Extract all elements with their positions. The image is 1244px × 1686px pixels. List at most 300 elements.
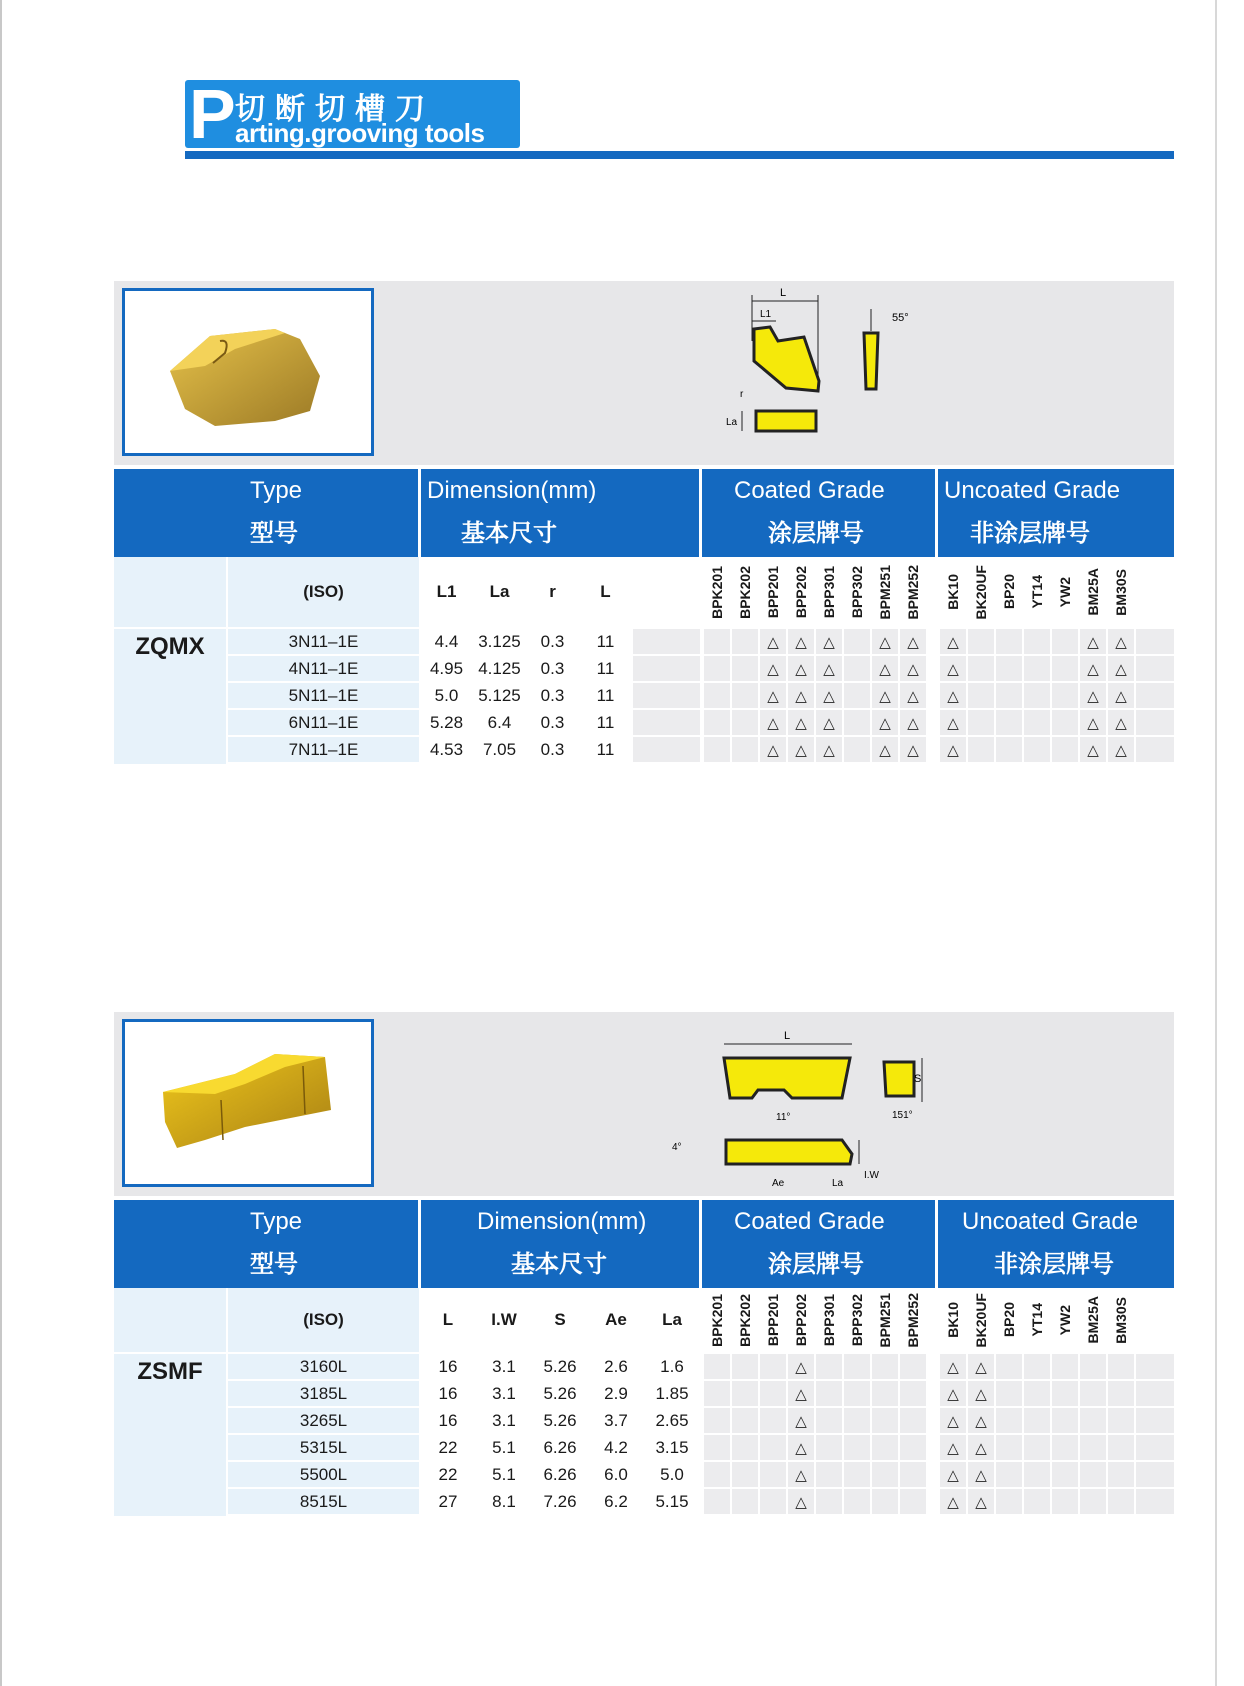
grade-header-bk20uf-text: BK20UF [973, 1292, 989, 1348]
product-photo [122, 1019, 374, 1187]
dim-header-0-text: L [442, 1310, 454, 1329]
grade-header-bpp301-text: BPP301 [821, 1293, 837, 1347]
grade-header-bk10-text: BK10 [945, 1302, 961, 1338]
grade-mark-cell-text: △ [975, 1358, 987, 1376]
grade-header-bp20-text: BP20 [1001, 574, 1017, 610]
header-uncoated-cn: 非涂层牌号 [970, 519, 1090, 547]
dim-header-2 [527, 557, 578, 627]
grade-mark-cell [940, 656, 966, 681]
grade-mark-cell [996, 629, 1022, 654]
iso-cell [228, 1462, 419, 1487]
grade-mark-cell [1024, 629, 1050, 654]
iso-cell [228, 1354, 419, 1379]
grade-header-bk10 [940, 1288, 966, 1352]
grade-mark-cell [816, 683, 842, 708]
grade-mark-cell [1052, 1489, 1078, 1514]
grade-mark-cell-text: △ [947, 660, 959, 678]
grade-mark-cell [872, 737, 898, 762]
dim-cell [477, 1489, 531, 1514]
grade-mark-cell-text: △ [975, 1493, 987, 1511]
insert-photo-icon [125, 1022, 371, 1184]
grade-mark-cell [816, 1462, 842, 1487]
grade-mark-cell [1080, 1354, 1106, 1379]
dim-cell-text: 2.65 [655, 1410, 689, 1430]
grade-header-yt14 [1024, 557, 1050, 627]
trailing-cell [1136, 1381, 1174, 1406]
grade-header-bpp302-text: BPP302 [849, 1293, 865, 1347]
iso-cell-text: 4N11–1E [288, 658, 359, 678]
dimension-diagram-icon [514, 281, 934, 465]
grade-header-bk20uf-text: BK20UF [973, 564, 989, 620]
grade-mark-cell [1052, 656, 1078, 681]
grade-mark-cell [732, 683, 758, 708]
logo-chinese-title: 切断切槽刀 [235, 92, 435, 127]
dim-cell [474, 656, 525, 681]
dim-cell [645, 1462, 699, 1487]
grade-mark-cell [760, 1462, 786, 1487]
grade-mark-cell-text: △ [907, 741, 919, 759]
dim-cell [533, 1435, 587, 1460]
table-header [114, 1200, 1174, 1288]
grade-mark-cell-text: △ [947, 1493, 959, 1511]
grade-mark-cell [872, 1408, 898, 1433]
grade-header-bpp202-text: BPP202 [793, 565, 809, 619]
grade-mark-cell [940, 737, 966, 762]
grade-mark-cell [968, 1489, 994, 1514]
grade-mark-cell [1052, 683, 1078, 708]
table-header [114, 469, 1174, 557]
grade-mark-cell-text: △ [879, 714, 891, 732]
grade-mark-cell [872, 710, 898, 735]
grade-header-bpm251 [872, 557, 898, 627]
grade-mark-cell-text: △ [947, 687, 959, 705]
product-panel [114, 1012, 1174, 1196]
grade-mark-cell [760, 683, 786, 708]
grade-mark-cell [704, 1462, 730, 1487]
grade-mark-cell [1080, 1489, 1106, 1514]
header-dimension-en: Dimension(mm) [427, 477, 597, 504]
grade-mark-cell [788, 656, 814, 681]
grade-mark-cell [732, 1381, 758, 1406]
iso-cell-text: 3185L [299, 1383, 348, 1403]
dim-cell-text: 11 [596, 631, 615, 651]
grade-mark-cell-text: △ [907, 714, 919, 732]
label-s: S [914, 1073, 922, 1085]
dim-cell-text: 16 [438, 1410, 458, 1430]
grade-mark-cell [900, 683, 926, 708]
grade-mark-cell [872, 656, 898, 681]
dim-cell-text: 27 [438, 1491, 458, 1511]
grade-mark-cell [760, 1489, 786, 1514]
grade-mark-cell [1108, 1435, 1134, 1460]
header-coated [702, 1200, 938, 1288]
grade-mark-cell-text: △ [947, 714, 959, 732]
dim-cell [589, 1489, 643, 1514]
grade-mark-cell-text: △ [947, 1385, 959, 1403]
dim-cell [580, 710, 631, 735]
grade-mark-cell [732, 1462, 758, 1487]
grade-mark-cell [844, 629, 870, 654]
dim-cell-text: 4.95 [429, 658, 464, 678]
grade-header-yw2-text: YW2 [1057, 1304, 1073, 1336]
dim-cell-text: 0.3 [540, 739, 565, 759]
dim-cell [421, 1435, 475, 1460]
grade-mark-cell [732, 1489, 758, 1514]
grade-header-bk20uf [968, 1288, 994, 1352]
grade-mark-cell [1024, 1381, 1050, 1406]
grade-header-yt14-text: YT14 [1029, 575, 1045, 609]
grade-mark-cell [968, 656, 994, 681]
grade-mark-cell [844, 1354, 870, 1379]
grade-mark-cell [996, 656, 1022, 681]
grade-mark-cell [732, 1354, 758, 1379]
logo-letter: P [189, 80, 236, 148]
grade-mark-cell [1108, 683, 1134, 708]
header-coated-en: Coated Grade [734, 477, 885, 504]
grade-mark-cell-text: △ [1115, 741, 1127, 759]
grade-mark-cell [1108, 629, 1134, 654]
grade-mark-cell [816, 1489, 842, 1514]
grade-mark-cell [872, 1462, 898, 1487]
dim-cell [645, 1435, 699, 1460]
dim-cell [589, 1435, 643, 1460]
grade-mark-cell [1052, 710, 1078, 735]
grade-mark-cell [1108, 1462, 1134, 1487]
grade-header-bpp301 [816, 1288, 842, 1352]
dim-cell-text: 4.125 [478, 658, 521, 678]
grade-header-bpp302 [844, 557, 870, 627]
dim-cell-text: 3.15 [655, 1437, 689, 1457]
grade-mark-cell [1052, 1381, 1078, 1406]
spacer-cell [633, 656, 700, 681]
grade-mark-cell-text: △ [767, 633, 779, 651]
dim-header-0-text: L1 [436, 582, 457, 601]
dim-cell [589, 1408, 643, 1433]
dim-cell-text: 5.1 [492, 1464, 516, 1484]
grade-mark-cell [704, 710, 730, 735]
dim-cell [589, 1381, 643, 1406]
dim-cell [421, 1354, 475, 1379]
iso-cell [228, 1489, 419, 1514]
label-la: La [832, 1178, 844, 1189]
grade-mark-cell [816, 1435, 842, 1460]
header-uncoated [938, 1200, 1174, 1288]
grade-mark-cell [1080, 1435, 1106, 1460]
dim-cell [527, 629, 578, 654]
grade-header-bpp201-text: BPP201 [765, 1293, 781, 1347]
dim-cell [527, 737, 578, 762]
grade-header-bm30s-text: BM30S [1113, 1296, 1129, 1344]
grade-mark-cell [760, 737, 786, 762]
grade-mark-cell [788, 1489, 814, 1514]
iso-header-cell-text: (ISO) [303, 1310, 344, 1329]
grade-mark-cell [1080, 1462, 1106, 1487]
grade-mark-cell [1024, 656, 1050, 681]
grade-mark-cell [732, 629, 758, 654]
grade-mark-cell [872, 1435, 898, 1460]
iso-cell [228, 629, 419, 654]
dim-cell-text: 0.3 [540, 631, 565, 651]
iso-cell-text: 7N11–1E [288, 739, 359, 759]
grade-mark-cell [968, 710, 994, 735]
dim-cell [421, 737, 472, 762]
grade-mark-cell [900, 1408, 926, 1433]
grade-mark-cell [704, 1489, 730, 1514]
header-type-en: Type [250, 1208, 303, 1235]
grade-mark-cell [760, 1408, 786, 1433]
grade-header-bpk202-text: BPK202 [737, 1293, 753, 1347]
grade-mark-cell-text: △ [795, 1358, 807, 1376]
label-r: r [740, 389, 744, 400]
iso-cell [228, 1381, 419, 1406]
grade-mark-cell [900, 1381, 926, 1406]
dim-cell-text: 7.05 [482, 739, 517, 759]
grade-header-bm30s [1108, 1288, 1134, 1352]
grade-mark-cell-text: △ [907, 660, 919, 678]
grade-mark-cell-text: △ [1087, 660, 1099, 678]
grade-mark-cell [1080, 629, 1106, 654]
grade-mark-cell-text: △ [947, 1466, 959, 1484]
grade-header-bpp302-text: BPP302 [849, 565, 865, 619]
grade-mark-cell-text: △ [975, 1412, 987, 1430]
grade-mark-cell [872, 1354, 898, 1379]
grade-mark-cell-text: △ [1115, 633, 1127, 651]
label-angle3: 4° [672, 1142, 682, 1153]
grade-mark-cell [1080, 656, 1106, 681]
grade-mark-cell [816, 629, 842, 654]
product-table [114, 1288, 1174, 1516]
iso-cell-text: 8515L [299, 1491, 348, 1511]
grade-mark-cell [788, 1462, 814, 1487]
grade-mark-cell-text: △ [795, 714, 807, 732]
dim-header-1-text: I.W [491, 1310, 517, 1329]
label-l1: L1 [760, 309, 772, 320]
grade-header-bpm252 [900, 1288, 926, 1352]
grade-mark-cell [872, 629, 898, 654]
grade-mark-cell [844, 1462, 870, 1487]
dim-cell-text: 3.1 [492, 1410, 516, 1430]
label-l: L [784, 1030, 791, 1042]
grade-mark-cell [940, 1489, 966, 1514]
iso-cell [228, 683, 419, 708]
dim-cell [645, 1354, 699, 1379]
grade-mark-cell [940, 710, 966, 735]
type-blank-cell [114, 1288, 226, 1352]
trailing-cell [1136, 710, 1174, 735]
grade-mark-cell [996, 1354, 1022, 1379]
series-cell-text: ZQMX [135, 633, 205, 660]
grade-header-bpp302 [844, 1288, 870, 1352]
dim-cell-text: 22 [438, 1464, 458, 1484]
grade-mark-cell [968, 1408, 994, 1433]
dim-header-3-text: L [600, 582, 611, 601]
grade-mark-cell [872, 683, 898, 708]
header-coated-cn: 涂层牌号 [768, 519, 864, 547]
iso-cell-text: 3265L [299, 1410, 348, 1430]
header-type-cn: 型号 [250, 1250, 298, 1278]
header-dimension [421, 1200, 702, 1288]
grade-mark-cell-text: △ [1087, 741, 1099, 759]
grade-mark-cell [704, 737, 730, 762]
dim-cell [533, 1489, 587, 1514]
iso-header-cell [228, 557, 419, 627]
trailing-cell [1136, 737, 1174, 762]
dim-header-2-text: S [554, 1310, 566, 1329]
grade-mark-cell [1108, 1354, 1134, 1379]
grade-mark-cell-text: △ [823, 714, 835, 732]
dim-cell-text: 7.26 [543, 1491, 577, 1511]
grade-mark-cell-text: △ [879, 687, 891, 705]
dim-cell [421, 1408, 475, 1433]
grade-header-bpk201 [704, 1288, 730, 1352]
dim-cell [527, 683, 578, 708]
spacer-cell [633, 629, 700, 654]
trailing-header [1136, 1288, 1174, 1352]
grade-mark-cell [816, 1408, 842, 1433]
iso-cell-text: 5N11–1E [288, 685, 359, 705]
dim-cell-text: 4.53 [429, 739, 464, 759]
page-border-left [0, 0, 2, 1686]
grade-header-bpm252-text: BPM252 [905, 1292, 921, 1348]
dim-cell-text: 3.1 [492, 1383, 516, 1403]
dim-cell [474, 629, 525, 654]
grade-mark-cell-text: △ [795, 1493, 807, 1511]
spacer-cell [633, 737, 700, 762]
grade-mark-cell [1108, 1489, 1134, 1514]
dim-cell-text: 4.4 [434, 631, 459, 651]
dim-header-0 [421, 557, 472, 627]
iso-cell [228, 710, 419, 735]
technical-drawing [514, 281, 934, 465]
grade-mark-cell [1024, 1489, 1050, 1514]
grade-mark-cell [872, 1489, 898, 1514]
dim-cell [421, 1489, 475, 1514]
grade-mark-cell [900, 1462, 926, 1487]
grade-mark-cell [940, 1408, 966, 1433]
grade-mark-cell [760, 1435, 786, 1460]
header-coated-cn: 涂层牌号 [768, 1250, 864, 1278]
dim-cell-text: 3.125 [478, 631, 521, 651]
dim-header-2 [533, 1288, 587, 1352]
iso-cell [228, 1435, 419, 1460]
label-angle2: 151° [892, 1110, 913, 1121]
trailing-cell [1136, 1354, 1174, 1379]
grade-header-yt14 [1024, 1288, 1050, 1352]
dim-cell-text: 0.3 [540, 658, 565, 678]
grade-header-bpp301-text: BPP301 [821, 565, 837, 619]
grade-mark-cell [704, 656, 730, 681]
grade-mark-cell [996, 1435, 1022, 1460]
grade-mark-cell-text: △ [947, 633, 959, 651]
grade-mark-cell [968, 1381, 994, 1406]
product-section-zqmx [114, 281, 1174, 776]
grade-mark-cell [816, 737, 842, 762]
grade-mark-cell [788, 1408, 814, 1433]
label-angle: 55° [892, 312, 909, 324]
dim-cell-text: 8.1 [492, 1491, 516, 1511]
dim-cell [527, 656, 578, 681]
grade-mark-cell [996, 1489, 1022, 1514]
grade-mark-cell [844, 1381, 870, 1406]
dim-cell [477, 1462, 531, 1487]
dim-cell [474, 683, 525, 708]
header-uncoated-en: Uncoated Grade [962, 1208, 1139, 1235]
dim-cell [527, 710, 578, 735]
grade-header-bpm251-text: BPM251 [877, 1292, 893, 1348]
grade-mark-cell-text: △ [1087, 714, 1099, 732]
trailing-cell [1136, 1462, 1174, 1487]
trailing-cell [1136, 1435, 1174, 1460]
grade-mark-cell [844, 710, 870, 735]
series-cell-text: ZSMF [137, 1358, 203, 1385]
grade-header-bpp301 [816, 557, 842, 627]
grade-mark-cell [1052, 737, 1078, 762]
iso-header-cell [228, 1288, 419, 1352]
dim-cell-text: 6.26 [543, 1464, 577, 1484]
grade-mark-cell [940, 683, 966, 708]
grade-mark-cell [732, 737, 758, 762]
dim-cell [645, 1408, 699, 1433]
dim-cell-text: 11 [596, 658, 615, 678]
grade-mark-cell [844, 683, 870, 708]
grade-mark-cell [732, 1435, 758, 1460]
header-type-cn: 型号 [250, 519, 298, 547]
grade-mark-cell [968, 1462, 994, 1487]
dim-header-2-text: r [549, 582, 556, 601]
grade-mark-cell [788, 683, 814, 708]
grade-mark-cell-text: △ [795, 1466, 807, 1484]
grade-mark-cell-text: △ [767, 741, 779, 759]
grade-header-bp20 [996, 1288, 1022, 1352]
spacer-cell [633, 710, 700, 735]
grade-header-bm30s-text: BM30S [1113, 568, 1129, 616]
grade-header-bpk201-text: BPK201 [709, 1293, 725, 1347]
dim-cell [645, 1489, 699, 1514]
trailing-cell [1136, 683, 1174, 708]
grade-mark-cell [996, 683, 1022, 708]
grade-mark-cell [940, 1435, 966, 1460]
grade-mark-cell [844, 656, 870, 681]
grade-mark-cell [1108, 656, 1134, 681]
grade-mark-cell [872, 1381, 898, 1406]
grade-header-bpm252-text: BPM252 [905, 564, 921, 620]
series-cell [114, 629, 226, 764]
grade-mark-cell [900, 710, 926, 735]
grade-header-bp20 [996, 557, 1022, 627]
dim-cell [421, 710, 472, 735]
grade-mark-cell [900, 1489, 926, 1514]
grade-mark-cell [1108, 710, 1134, 735]
grade-mark-cell-text: △ [767, 714, 779, 732]
grade-mark-cell-text: △ [795, 660, 807, 678]
grade-header-bm25a-text: BM25A [1085, 1296, 1101, 1344]
grade-mark-cell [1080, 710, 1106, 735]
grade-mark-cell [996, 710, 1022, 735]
grade-header-bk10 [940, 557, 966, 627]
grade-header-bpk201-text: BPK201 [709, 565, 725, 619]
grade-mark-cell [1024, 710, 1050, 735]
dim-cell-text: 1.6 [660, 1356, 684, 1376]
dim-header-4 [645, 1288, 699, 1352]
dim-cell-text: 5.28 [429, 712, 464, 732]
dim-header-1 [477, 1288, 531, 1352]
grade-mark-cell [900, 1354, 926, 1379]
grade-mark-cell [1052, 629, 1078, 654]
grade-mark-cell [1024, 683, 1050, 708]
dim-cell [421, 1381, 475, 1406]
grade-mark-cell [996, 1408, 1022, 1433]
grade-mark-cell-text: △ [823, 687, 835, 705]
